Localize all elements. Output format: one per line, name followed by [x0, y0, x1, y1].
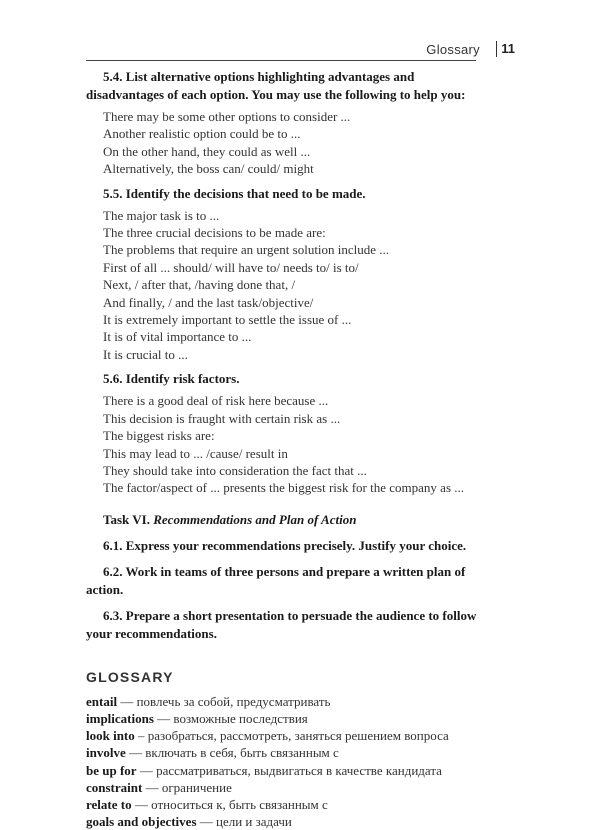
glossary-term: implications	[86, 710, 154, 726]
phrase-line: And finally, / and the last task/objective/	[103, 294, 314, 310]
header-rule	[86, 36, 476, 61]
glossary-term: entail	[86, 693, 118, 709]
phrase-line: This decision is fraught with certain risk as ...	[103, 410, 341, 426]
glossary-title: GLOSSARY	[86, 668, 174, 685]
phrase-line: This may lead to ... /cause/ result in	[103, 445, 288, 461]
glossary-definition: — рассматриваться, выдвигаться в качестве кандидата	[136, 762, 442, 778]
phrase-line: There is a good deal of risk here because ...	[103, 393, 329, 409]
phrase-line: It is of vital importance to ...	[103, 329, 252, 345]
glossary-entry	[86, 727, 481, 744]
glossary-list	[86, 693, 481, 830]
glossary-definition: — возможные последствия	[153, 710, 308, 726]
page-body	[86, 68, 481, 830]
glossary-entry	[86, 710, 481, 727]
phrase-line: First of all ... should/ will have to/ needs to/ is to/	[103, 259, 359, 275]
task-item-6-3: 6.3. Prepare a short presentation to persuade the audience to follow your recommendations.	[86, 607, 477, 641]
glossary-term: look into	[86, 728, 135, 744]
section-heading-5-4: 5.4. List alternative options highlighting advantages and disadvantages of each option. You may use the following to help you:	[86, 69, 466, 102]
phrase-line: Alternatively, the boss can/ could/ might	[103, 161, 314, 177]
task-item-6-2: 6.2. Work in teams of three persons and prepare a written plan of action.	[86, 563, 466, 597]
glossary-definition: – разобраться, рассмотреть, заняться решением вопроса	[134, 728, 449, 744]
phrase-line: The major task is to ...	[103, 207, 220, 223]
glossary-definition: — ограничение	[142, 779, 232, 795]
phrase-line: There may be some other options to consider ...	[103, 109, 351, 124]
phrase-line: The biggest risks are:	[103, 428, 215, 444]
task-heading	[86, 511, 481, 529]
glossary-entry	[86, 744, 481, 761]
phrase-line: The factor/aspect of ... presents the biggest risk for the company as ...	[103, 480, 464, 496]
glossary-definition: — повлечь за собой, предусматривать	[117, 693, 331, 709]
task-label: Task VI.	[103, 511, 150, 527]
glossary-term: relate to	[86, 796, 132, 812]
header-section-title: Glossary	[426, 42, 480, 57]
phrase-line: It is crucial to ...	[103, 346, 188, 362]
phrase-list-5-5	[103, 207, 481, 364]
glossary-entry	[86, 693, 481, 710]
phrase-list-5-6	[103, 392, 481, 496]
glossary-entry	[86, 779, 481, 796]
glossary-definition: — включать в себя, быть связанным с	[125, 745, 339, 761]
glossary-entry	[86, 796, 481, 813]
phrase-line: The problems that require an urgent solution include ...	[103, 242, 390, 258]
glossary-entry	[86, 813, 481, 830]
header-divider	[496, 41, 497, 57]
task-item-6-1: 6.1. Express your recommendations precisely. Justify your choice.	[103, 537, 467, 553]
phrase-line: They should take into consideration the fact that ...	[103, 462, 367, 478]
phrase-line: Next, / after that, /having done that, /	[103, 277, 296, 293]
phrase-line: Another realistic option could be to ...	[103, 126, 301, 142]
section-heading-5-6: 5.6. Identify risk factors.	[103, 371, 240, 387]
page-number: 11	[501, 41, 515, 56]
phrase-list-5-4	[103, 108, 481, 178]
glossary-term: be up for	[86, 762, 137, 778]
glossary-term: involve	[86, 745, 126, 761]
phrase-line: It is extremely important to settle the issue of ...	[103, 312, 352, 328]
glossary-entry	[86, 762, 481, 779]
section-heading-5-5: 5.5. Identify the decisions that need to be made.	[103, 185, 366, 201]
phrase-line: On the other hand, they could as well ...	[103, 143, 311, 159]
glossary-definition: — относиться к, быть связанным с	[131, 796, 328, 812]
task-title: Recommendations and Plan of Action	[153, 511, 357, 527]
glossary-term: goals and objectives	[86, 814, 197, 830]
phrase-line: The three crucial decisions to be made are:	[103, 225, 326, 241]
glossary-term: constraint	[86, 779, 143, 795]
glossary-definition: — цели и задачи	[196, 814, 292, 830]
